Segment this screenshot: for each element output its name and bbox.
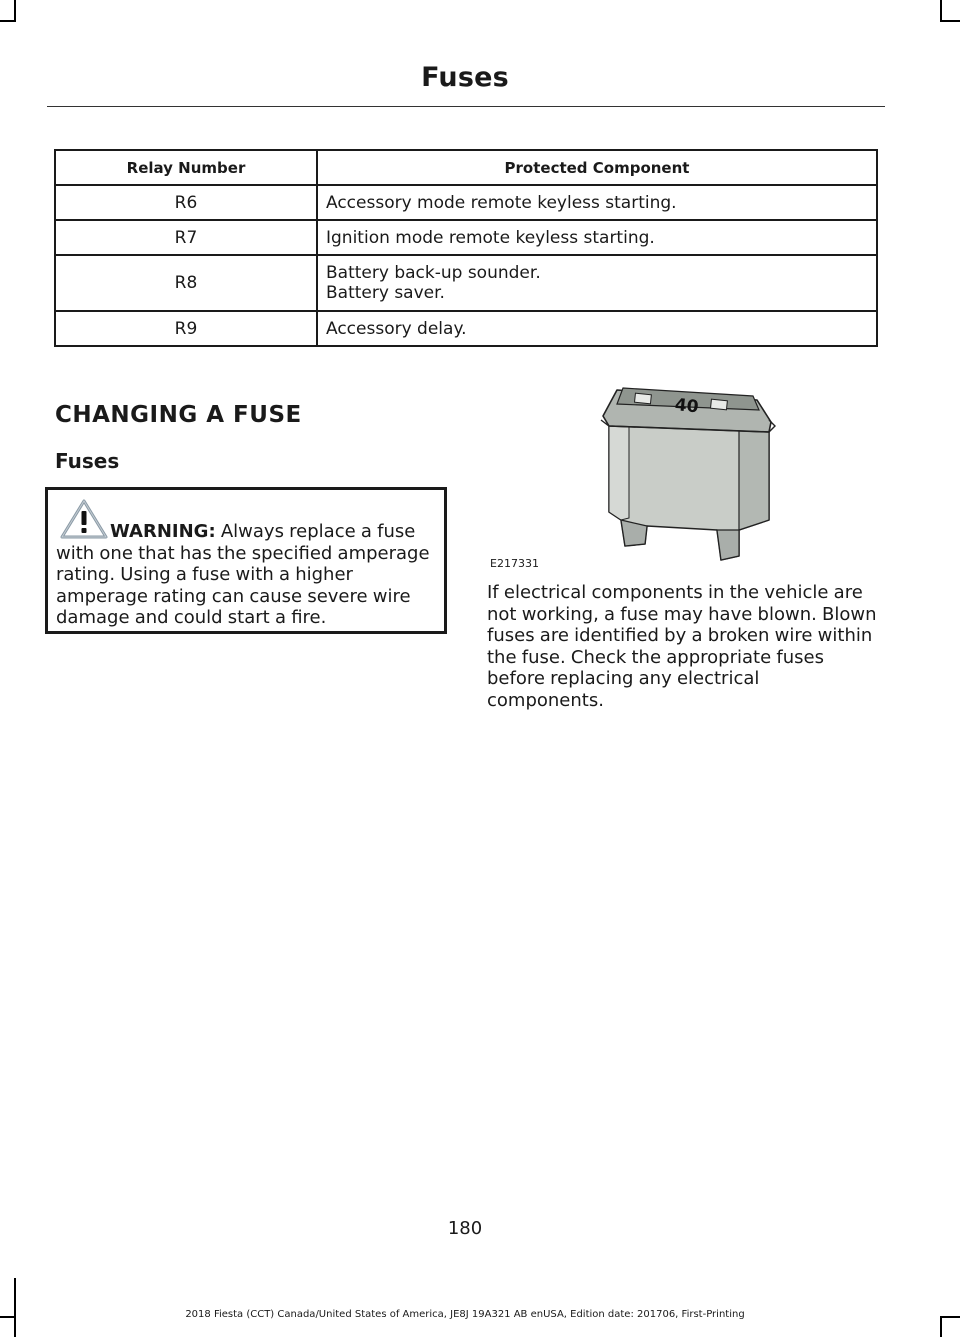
crop-mark (940, 0, 942, 22)
crop-mark (0, 20, 16, 22)
body-paragraph: If electrical components in the vehicle are not working, a fuse may have blown. Blown fuses are identified by a broken wire within the fuse. Check the appropriate fuses before replacing any electrical components. (487, 582, 877, 711)
relay-number-cell: R7 (55, 220, 317, 255)
crop-mark (940, 1318, 942, 1337)
protected-component-cell (317, 185, 877, 220)
warning-triangle-icon (60, 499, 108, 539)
warning-text (56, 521, 438, 629)
crop-mark (14, 0, 16, 22)
sub-heading: Fuses (55, 449, 120, 473)
page-number: 180 (447, 1218, 483, 1239)
column-header-relay-number: Relay Number (55, 150, 317, 185)
table-row (55, 220, 877, 255)
header-divider (47, 106, 885, 107)
crop-mark (940, 20, 960, 22)
table-row (55, 185, 877, 220)
table-row (55, 255, 877, 311)
relay-number-cell: R8 (55, 255, 317, 311)
section-heading: CHANGING A FUSE (55, 402, 302, 428)
table-row (55, 311, 877, 346)
warning-label: WARNING: (110, 521, 216, 542)
table-header-row (55, 150, 877, 185)
fuse-illustration (489, 380, 877, 570)
component-text: Ignition mode remote keyless starting. (326, 227, 655, 248)
relay-number-cell: R9 (55, 311, 317, 346)
footer-edition: 2018 Fiesta (CCT) Canada/United States of America, JE8J 19A321 AB enUSA, Edition date: 201706, First-Printing (185, 1309, 745, 1320)
protected-component-cell (317, 311, 877, 346)
column-header-protected-component: Protected Component (317, 150, 877, 185)
relay-table (54, 149, 878, 347)
component-text: Battery back-up sounder. (326, 263, 541, 283)
warning-box (45, 487, 447, 634)
crop-mark (14, 1278, 16, 1337)
crop-mark (940, 1316, 960, 1318)
figure-code: E217331 (490, 557, 539, 570)
protected-component-cell (317, 220, 877, 255)
fuse-rating-label: 40 (673, 395, 700, 418)
component-text: Accessory mode remote keyless starting. (326, 192, 677, 213)
warning-body: Always replace a fuse with one that has the specified amperage rating. Using a fuse with a higher amperage rating can cause severe wire damage and could start a fire. (56, 521, 430, 628)
page-title: Fuses (421, 62, 509, 93)
component-text: Battery saver. (326, 283, 445, 303)
protected-component-cell (317, 255, 877, 311)
component-text: Accessory delay. (326, 318, 467, 339)
relay-number-cell: R6 (55, 185, 317, 220)
